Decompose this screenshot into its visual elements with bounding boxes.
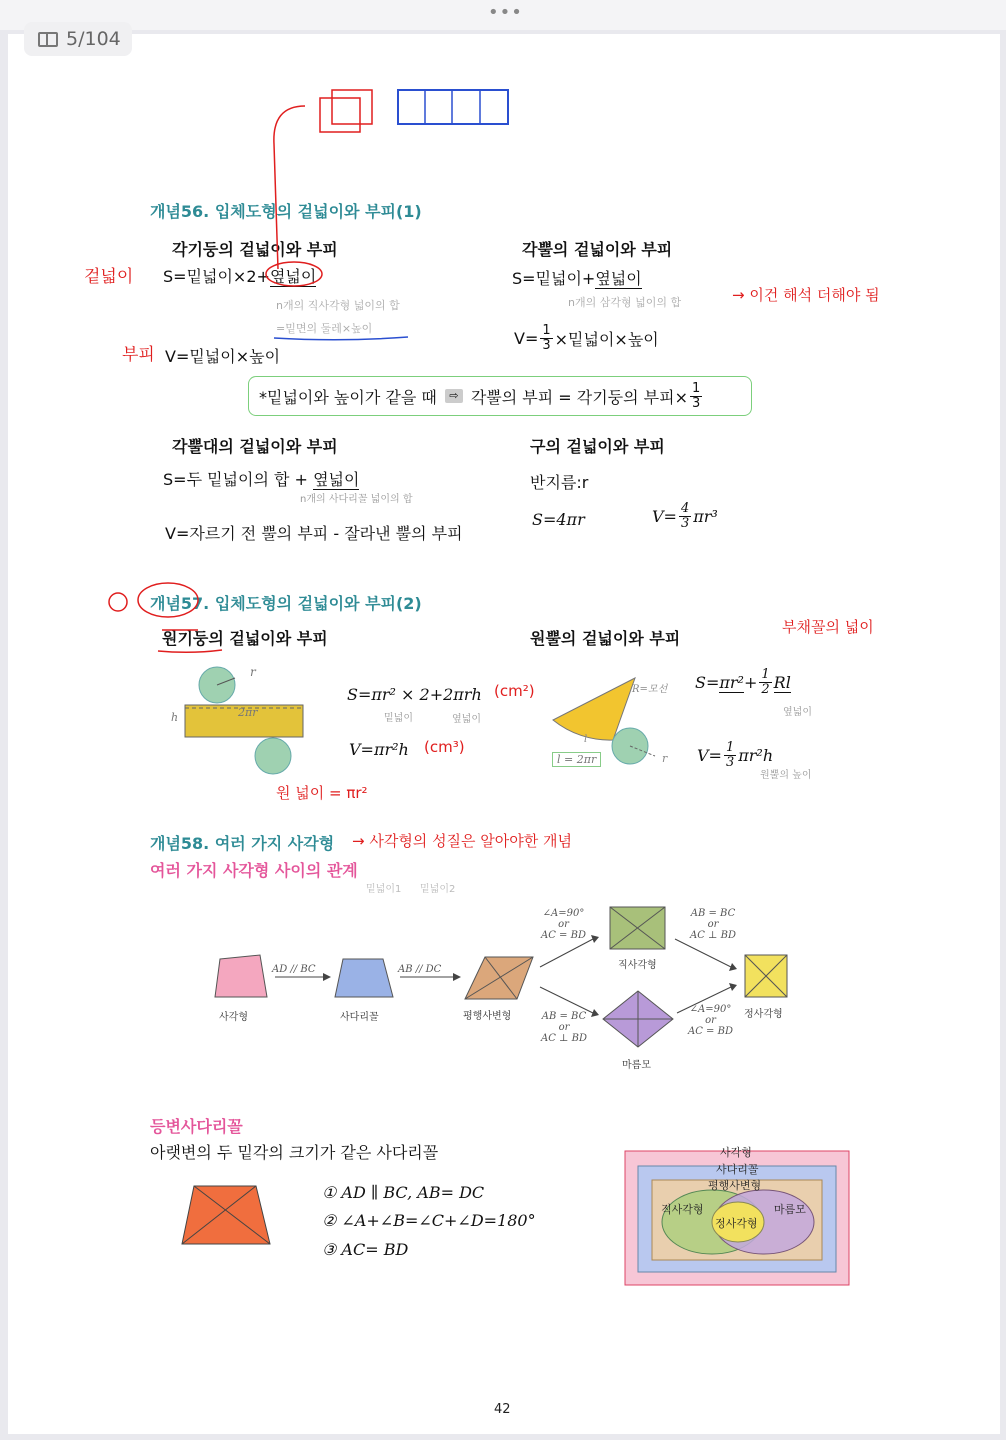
handwritten-cm2: (cm²) <box>494 682 535 700</box>
c6c: AC = BD <box>688 1026 733 1037</box>
cone-s-mid: + <box>743 673 758 692</box>
pyramid-heading: 각뿔의 겉넓이와 부피 <box>522 240 673 259</box>
cylinder-volume-formula: V=πr²h <box>349 740 409 759</box>
c5a: AB = BC <box>690 908 736 919</box>
c4b: or <box>558 1022 570 1033</box>
pyr-s-lateral: 옆넓이 <box>595 269 642 288</box>
cone-heading: 원뿔의 겉넓이와 부피 <box>530 629 681 648</box>
section-57-title: 개념57. 입체도형의 겉넓이와 부피(2) <box>150 594 422 613</box>
cone-fraction: $\frac{1}{3}$ <box>725 740 735 770</box>
prism-heading: 각기둥의 겉넓이와 부피 <box>172 240 338 259</box>
cond-square-b <box>688 1004 733 1037</box>
section-58-title: 개념58. 여러 가지 사각형 <box>150 834 335 853</box>
rhombus-label: 마름모 <box>622 1060 651 1071</box>
cone-note: 옆넓이 <box>783 707 812 718</box>
fraction-half: $\frac{1}{2}$ <box>761 667 770 697</box>
venn-square: 정사각형 <box>715 1217 758 1230</box>
cone-s-base: πr² <box>719 672 744 692</box>
sphere-v-pre: V= <box>652 507 677 526</box>
frustum-volume-formula: V=자르기 전 뿔의 부피 - 잘라낸 뿔의 부피 <box>165 524 463 543</box>
c4a: AB = BC <box>541 1011 587 1022</box>
section-56-title: 개념56. 입체도형의 겉넓이와 부피(1) <box>150 202 422 221</box>
square-label: 정사각형 <box>744 1009 783 1020</box>
pyr-v-pre: V= <box>514 329 539 348</box>
isosceles-prop-1: ① AD ∥ BC, AB= DC <box>322 1183 485 1202</box>
cone-v-note: 원뿔의 높이 <box>760 770 812 781</box>
pyramid-volume-formula <box>514 324 659 353</box>
frustum-surface-formula <box>163 467 359 490</box>
venn-rectangle: 직사각형 <box>661 1203 704 1216</box>
label-h: h <box>171 711 179 724</box>
prism-s-lateral: 옆넓이 <box>269 267 317 286</box>
venn-trapezoid: 사다리꼴 <box>716 1163 759 1176</box>
cond-rectangle <box>541 908 586 941</box>
handwritten-sketch <box>260 84 520 294</box>
isosceles-title: 등변사다리꼴 <box>150 1117 243 1136</box>
c6a: ∠A=90° <box>689 1004 732 1015</box>
cond-rhombus <box>541 1011 587 1044</box>
parallelogram-label: 평행사변형 <box>463 1011 512 1022</box>
frustum-s-text: S=두 밑넓이의 합 + <box>163 470 314 489</box>
book-icon <box>38 32 58 47</box>
cylinder-net-figure <box>165 660 315 780</box>
handwritten-cm3: (cm³) <box>424 738 465 756</box>
cylinder-heading: 원기둥의 겉넓이와 부피 <box>162 629 328 648</box>
label-2pir: 2πr <box>238 706 258 719</box>
isosceles-prop-3: ③ AC= BD <box>322 1240 409 1259</box>
box-fraction: $\frac{1}{3}$ <box>692 380 701 411</box>
sphere-heading: 구의 겉넓이와 부피 <box>530 437 665 456</box>
sphere-volume-formula <box>652 502 718 531</box>
c3a: ∠A=90° <box>542 908 585 919</box>
cond-square-a <box>690 908 736 941</box>
c3c: AC = BD <box>541 930 586 941</box>
pyramid-note: n개의 삼각형 넓이의 합 <box>568 296 682 309</box>
handwritten-quad-comment: → 사각형의 성질은 알아야한 개념 <box>352 832 573 850</box>
sphere-surface-formula: S=4πr <box>532 510 585 529</box>
handwritten-circle-57 <box>104 578 204 638</box>
frustum-s-lateral: 옆넓이 <box>313 470 360 489</box>
prism-s-text: S=밑넓이×2+ <box>163 267 270 286</box>
handwritten-gyeot: 겉넓이 <box>84 267 134 287</box>
label-l-2pir: l = 2πr <box>552 752 601 767</box>
sphere-v-post: πr³ <box>693 507 718 526</box>
prism-note-1: n개의 직사각형 넓이의 합 <box>276 299 400 312</box>
quad-label: 사각형 <box>219 1012 248 1023</box>
pyr-s-text: S=밑넓이+ <box>512 269 596 288</box>
isosceles-desc: 아랫변의 두 밑각의 크기가 같은 사다리꼴 <box>150 1143 439 1162</box>
section-58-subtitle: 여러 가지 사각형 사이의 관계 <box>150 861 358 880</box>
isosceles-trapezoid-figure <box>170 1178 280 1258</box>
cone-v-pre: V= <box>697 746 722 765</box>
label-r: r <box>250 665 256 679</box>
label-l: l <box>584 734 588 745</box>
cond-parallelogram: AB // DC <box>398 964 442 975</box>
frustum-heading: 각뿔대의 겉넓이와 부피 <box>172 437 338 456</box>
cond-trapezoid: AD // BC <box>272 964 316 975</box>
isosceles-prop-2: ② ∠A+∠B=∠C+∠D=180° <box>322 1211 536 1230</box>
venn-rhombus: 마름모 <box>774 1203 806 1216</box>
fraction-four-thirds: $\frac{4}{3}$ <box>680 501 690 531</box>
handwritten-pyr-comment: → 이건 해석 더해야 됨 <box>732 286 880 304</box>
more-dots-icon[interactable]: ••• <box>488 2 523 23</box>
pyr-v-post: ×밑넓이×높이 <box>554 330 659 349</box>
sphere-radius: 반지름:r <box>530 473 589 492</box>
label-R: R=모선 <box>632 684 668 695</box>
volume-relation-box <box>248 376 752 416</box>
handwritten-base-area: 원 넓이 = πr² <box>276 784 368 802</box>
arrow-icon: ⇨ <box>445 389 463 403</box>
rectangle-label: 직사각형 <box>618 960 657 971</box>
faint-label-1: 밑넓이1 <box>366 884 402 895</box>
handwritten-cone-comment: 부채꼴의 넓이 <box>782 618 874 636</box>
box-text-1: *밑넓이와 높이가 같을 때 <box>259 387 437 407</box>
frustum-note: n개의 사다리꼴 넓이의 합 <box>300 494 413 505</box>
venn-parallelogram: 평행사변형 <box>708 1179 762 1192</box>
blue-underline <box>272 333 412 343</box>
page-indicator-text: 5/104 <box>66 28 121 50</box>
c4c: AC ⊥ BD <box>541 1033 588 1044</box>
faint-label-2: 밑넓이2 <box>420 884 456 895</box>
c5b: or <box>707 919 719 930</box>
red-underline-cylinder <box>156 646 226 656</box>
cone-v-post: πr²h <box>738 746 774 765</box>
page-indicator[interactable] <box>24 22 132 56</box>
prism-volume-formula: V=밑넓이×높이 <box>165 347 281 366</box>
c6b: or <box>705 1015 716 1026</box>
label-r-cone: r <box>662 752 668 765</box>
c3b: or <box>558 919 569 930</box>
page-number: 42 <box>494 1402 511 1417</box>
cone-s-pre: S= <box>695 673 720 692</box>
venn-quad: 사각형 <box>720 1146 752 1159</box>
cylinder-note-base: 밑넓이 <box>384 713 413 724</box>
cylinder-surface-formula: S=πr² × 2+2πrh <box>347 685 482 704</box>
handwritten-bupi: 부피 <box>122 345 155 365</box>
fraction-one-third: $\frac{1}{3}$ <box>542 323 551 353</box>
c5c: AC ⊥ BD <box>690 930 737 941</box>
pyramid-surface-formula <box>512 266 642 289</box>
prism-note-2: =밑면의 둘레×높이 <box>276 322 373 335</box>
cylinder-note-lateral: 옆넓이 <box>452 714 481 725</box>
box-text-2: 각뿔의 부피 = 각기둥의 부피× <box>470 387 689 407</box>
cone-surface-formula <box>695 668 791 697</box>
cone-s-lateral: Rl <box>773 672 791 692</box>
trapezoid-label: 사다리꼴 <box>340 1012 379 1023</box>
